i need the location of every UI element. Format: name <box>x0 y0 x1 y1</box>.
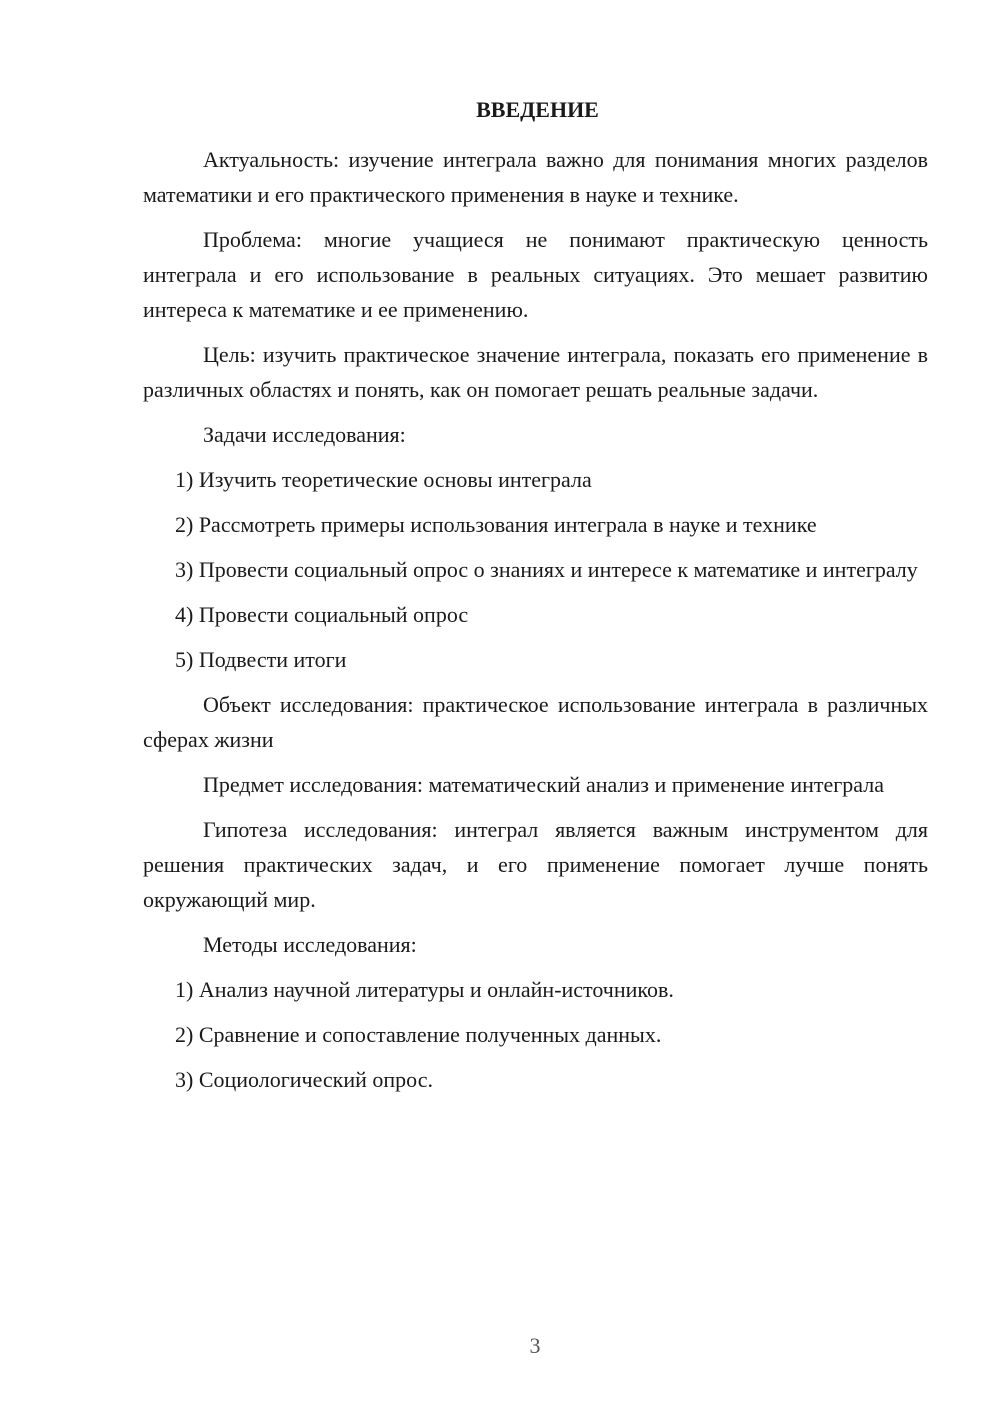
section-title: ВВЕДЕНИЕ <box>476 97 599 122</box>
relevance-paragraph: Актуальность: изучение интеграла важно для понимания многих разделов математики и его практического применения в науке и технике. <box>143 147 928 207</box>
task-item: 3) Провести социальный опрос о знаниях и интересе к математике и интегралу <box>175 557 918 582</box>
task-item: 2) Рассмотреть примеры использования интеграла в науке и технике <box>175 512 817 537</box>
task-item: 1) Изучить теоретические основы интеграла <box>175 467 592 492</box>
object-paragraph: Объект исследования: практическое использование интеграла в различных сферах жизни <box>143 692 928 752</box>
page-number: 3 <box>529 1333 541 1358</box>
tasks-heading: Задачи исследования: <box>203 422 406 447</box>
task-item: 5) Подвести итоги <box>175 647 347 672</box>
problem-paragraph: Проблема: многие учащиеся не понимают практическую ценность интеграла и его использование в реальных ситуациях. Это мешает развитию интереса к математике и ее применению. <box>143 227 928 322</box>
method-item: 2) Сравнение и сопоставление полученных данных. <box>175 1022 662 1047</box>
method-item: 3) Социологический опрос. <box>175 1067 433 1092</box>
goal-paragraph: Цель: изучить практическое значение интеграла, показать его применение в различных областях и понять, как он помогает решать реальные задачи. <box>143 342 928 402</box>
method-item: 1) Анализ научной литературы и онлайн-источников. <box>175 977 674 1002</box>
task-item: 4) Провести социальный опрос <box>175 602 469 627</box>
hypothesis-paragraph: Гипотеза исследования: интеграл является важным инструментом для решения практических задач, и его применение помогает лучше понять окружающий мир. <box>143 817 928 912</box>
methods-heading: Методы исследования: <box>203 932 417 957</box>
subject-paragraph: Предмет исследования: математический анализ и применение интеграла <box>203 772 884 797</box>
